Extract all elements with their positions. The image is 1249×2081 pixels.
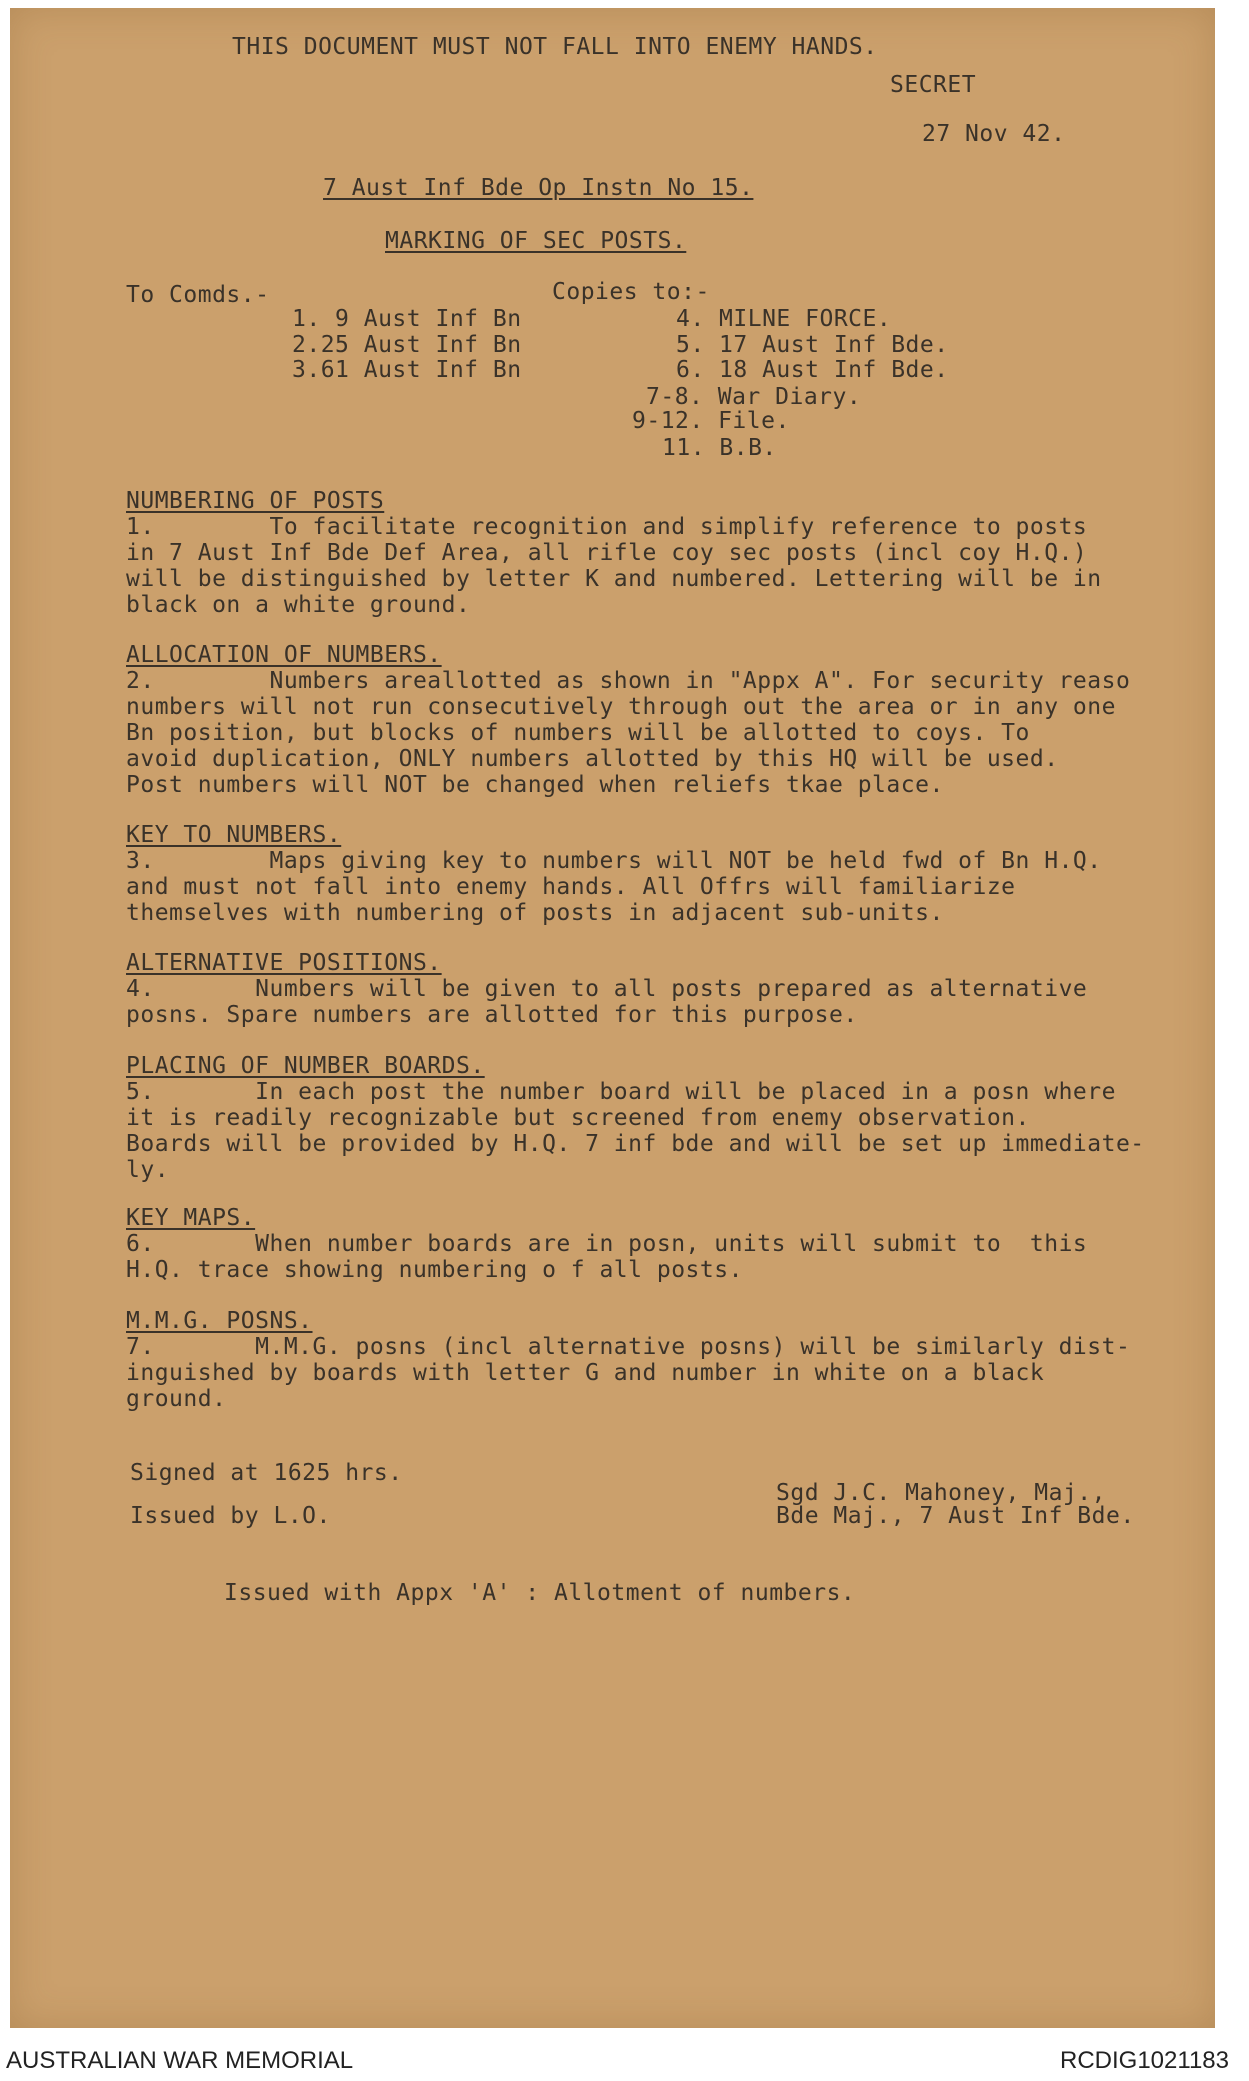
section-key-to-numbers — [126, 822, 1226, 926]
section-line: Post numbers will NOT be changed when reliefs tkae place. — [126, 772, 944, 798]
copies-item: 11. B.B. — [662, 435, 777, 461]
copies-item: 9-12. File. — [632, 408, 790, 434]
copies-item: 7-8. War Diary. — [646, 384, 862, 410]
subject-title: MARKING OF SEC POSTS. — [385, 228, 687, 254]
section-line: it is readily recognizable but screened from enemy observation. — [126, 1105, 1030, 1131]
archive-name: AUSTRALIAN WAR MEMORIAL — [6, 2047, 354, 2074]
issued-by: Issued by L.O. — [130, 1503, 331, 1529]
section-line: avoid duplication, ONLY numbers allotted by this HQ will be used. — [126, 746, 1059, 772]
section-line: 7. M.M.G. posns (incl alternative posns) will be similarly dist- — [126, 1334, 1131, 1360]
comds-item: 3.61 Aust Inf Bn — [292, 357, 522, 383]
section-numbering-of-posts — [126, 488, 1226, 618]
section-heading: PLACING OF NUMBER BOARDS. — [126, 1053, 485, 1079]
archive-reference: RCDIG1021183 — [1060, 2047, 1229, 2074]
section-line: inguished by boards with letter G and number in white on a black — [126, 1360, 1045, 1386]
section-placing-of-number-boards — [126, 1053, 1226, 1183]
section-line: posns. Spare numbers are allotted for this purpose. — [126, 1002, 858, 1028]
section-line: themselves with numbering of posts in adjacent sub-units. — [126, 900, 944, 926]
section-line: numbers will not run consecutively through out the area or in any one — [126, 694, 1116, 720]
comds-item: 2.25 Aust Inf Bn — [292, 332, 522, 358]
section-line: and must not fall into enemy hands. All Offrs will familiarize — [126, 874, 1016, 900]
section-line: ground. — [126, 1386, 227, 1412]
enclosure-note: Issued with Appx 'A' : Allotment of numbers. — [224, 1580, 856, 1606]
section-line: in 7 Aust Inf Bde Def Area, all rifle coy sec posts (incl coy H.Q.) — [126, 540, 1088, 566]
section-line: H.Q. trace showing numbering o f all posts. — [126, 1257, 743, 1283]
section-heading: KEY MAPS. — [126, 1205, 256, 1231]
section-line: 3. Maps giving key to numbers will NOT be held fwd of Bn H.Q. — [126, 848, 1102, 874]
classification-label: SECRET — [890, 72, 977, 98]
section-line: 2. Numbers areallotted as shown in "Appx A". For security reaso — [126, 668, 1131, 694]
section-heading: M.M.G. POSNS. — [126, 1308, 313, 1334]
section-heading: ALTERNATIVE POSITIONS. — [126, 950, 442, 976]
section-heading: KEY TO NUMBERS. — [126, 822, 342, 848]
section-line: ly. — [126, 1157, 170, 1183]
section-heading: NUMBERING OF POSTS — [126, 488, 385, 514]
signed-time: Signed at 1625 hrs. — [130, 1460, 403, 1486]
section-key-maps — [126, 1205, 1226, 1283]
section-line: will be distinguished by letter K and numbered. Lettering will be in — [126, 566, 1102, 592]
section-allocation-of-numbers — [126, 642, 1226, 798]
section-mmg-posns — [126, 1308, 1226, 1412]
section-alternative-positions — [126, 950, 1226, 1028]
copies-item: 6. 18 Aust Inf Bde. — [676, 357, 949, 383]
comds-item: 1. 9 Aust Inf Bn — [292, 306, 522, 332]
document-date: 27 Nov 42. — [922, 121, 1066, 147]
section-line: 4. Numbers will be given to all posts prepared as alternative — [126, 976, 1088, 1002]
section-line: black on a white ground. — [126, 592, 471, 618]
copies-label: Copies to:- — [552, 279, 710, 305]
section-line: 6. When number boards are in posn, units will submit to this — [126, 1231, 1088, 1257]
section-line: Boards will be provided by H.Q. 7 inf bde and will be set up immediate- — [126, 1131, 1145, 1157]
copies-item: 5. 17 Aust Inf Bde. — [676, 332, 949, 358]
security-warning: THIS DOCUMENT MUST NOT FALL INTO ENEMY HANDS. — [232, 34, 878, 60]
section-line: 1. To facilitate recognition and simplify reference to posts — [126, 514, 1088, 540]
section-line: 5. In each post the number board will be placed in a posn where — [126, 1079, 1116, 1105]
copies-item: 4. MILNE FORCE. — [676, 306, 892, 332]
section-heading: ALLOCATION OF NUMBERS. — [126, 642, 442, 668]
signature-name: Sgd J.C. Mahoney, Maj., — [776, 1480, 1106, 1506]
instruction-title: 7 Aust Inf Bde Op Instn No 15. — [323, 175, 754, 201]
comds-label: To Comds.- — [126, 282, 270, 308]
signature-title: Bde Maj., 7 Aust Inf Bde. — [776, 1503, 1135, 1529]
section-line: Bn position, but blocks of numbers will be allotted to coys. To — [126, 720, 1030, 746]
